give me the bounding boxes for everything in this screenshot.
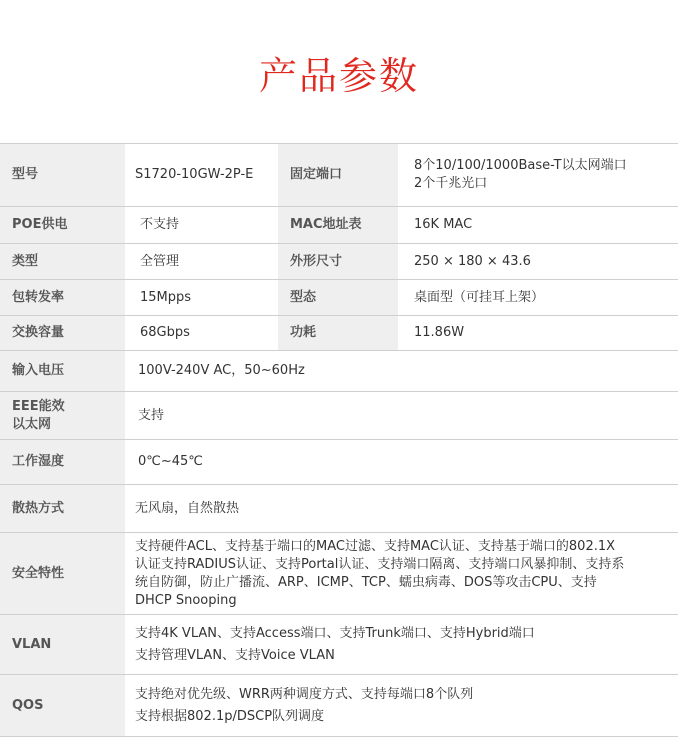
cooling-label: 散热方式 <box>0 485 125 533</box>
security-line1: 支持硬件ACL、支持基于端口的MAC过滤、支持MAC认证、支持基于端口的802.1X <box>135 538 616 554</box>
type-label: 类型 <box>0 244 125 280</box>
model-value: S1720-10GW-2P-E <box>125 144 278 207</box>
security-line2: 认证支持RADIUS认证、支持Portal认证、支持端口隔离、支持端口风暴抑制、支持系 <box>135 556 625 572</box>
eee-label <box>0 392 125 440</box>
vlan-value <box>125 615 678 675</box>
security-label: 安全特性 <box>0 533 125 615</box>
fixed-ports-line1: 8个10/100/1000Base-T以太网端口 <box>414 158 627 173</box>
table-row <box>0 351 678 392</box>
capacity-value: 68Gbps <box>125 316 278 351</box>
security-value <box>125 533 678 615</box>
table-row <box>0 675 678 737</box>
humidity-value: 0℃~45℃ <box>125 440 678 485</box>
poe-label: POE供电 <box>0 207 125 244</box>
type-value: 全管理 <box>125 244 278 280</box>
fixed-ports-label: 固定端口 <box>278 144 398 207</box>
voltage-label: 输入电压 <box>0 351 125 392</box>
table-row <box>0 207 678 244</box>
poe-value: 不支持 <box>125 207 278 244</box>
size-value: 250 × 180 × 43.6 <box>398 244 678 280</box>
voltage-value: 100V-240V AC，50~60Hz <box>125 351 678 392</box>
table-row <box>0 144 678 207</box>
capacity-label: 交换容量 <box>0 316 125 351</box>
fixed-ports-value <box>398 144 678 207</box>
spec-table <box>0 143 678 737</box>
forwarding-label: 包转发率 <box>0 280 125 316</box>
mac-label: MAC地址表 <box>278 207 398 244</box>
qos-line1: 支持绝对优先级、WRR两种调度方式、支持每端口8个队列 <box>135 686 474 702</box>
cooling-value: 无风扇，自然散热 <box>125 485 678 533</box>
mac-value: 16K MAC <box>398 207 678 244</box>
table-row <box>0 280 678 316</box>
humidity-label: 工作湿度 <box>0 440 125 485</box>
table-row <box>0 440 678 485</box>
power-label: 功耗 <box>278 316 398 351</box>
form-value: 桌面型（可挂耳上架） <box>398 280 678 316</box>
vlan-label: VLAN <box>0 615 125 675</box>
vlan-line2: 支持管理VLAN、支持Voice VLAN <box>135 647 335 663</box>
security-line4: DHCP Snooping <box>135 592 237 608</box>
table-row <box>0 244 678 280</box>
table-row <box>0 485 678 533</box>
size-label: 外形尺寸 <box>278 244 398 280</box>
model-label: 型号 <box>0 144 125 207</box>
vlan-line1: 支持4K VLAN、支持Access端口、支持Trunk端口、支持Hybrid端口 <box>135 625 535 641</box>
table-row <box>0 615 678 675</box>
form-label: 型态 <box>278 280 398 316</box>
power-value: 11.86W <box>398 316 678 351</box>
qos-line2: 支持根据802.1p/DSCP队列调度 <box>135 708 325 724</box>
eee-label-line1: EEE能效 <box>12 398 65 414</box>
qos-value <box>125 675 678 737</box>
eee-label-line2: 以太网 <box>12 416 52 432</box>
forwarding-value: 15Mpps <box>125 280 278 316</box>
page-title: 产品参数 <box>258 54 419 98</box>
table-row <box>0 533 678 615</box>
qos-label: QOS <box>0 675 125 737</box>
security-line3: 统自防御，防止广播流、ARP、ICMP、TCP、蠕虫病毒、DOS等攻击CPU、支持 <box>135 574 597 590</box>
table-row <box>0 316 678 351</box>
table-row <box>0 392 678 440</box>
eee-value: 支持 <box>125 392 678 440</box>
fixed-ports-line2: 2个千兆光口 <box>414 176 488 191</box>
